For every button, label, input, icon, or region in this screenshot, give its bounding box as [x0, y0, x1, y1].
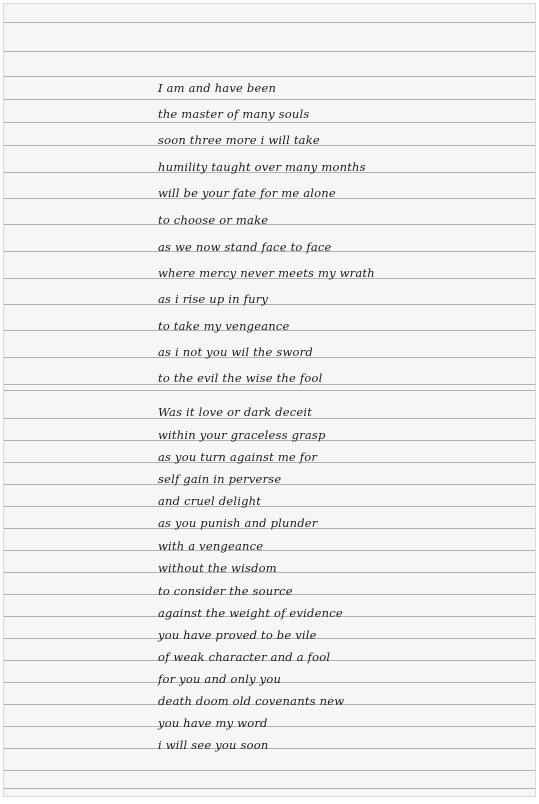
poem-line: as you punish and plunder — [158, 516, 318, 530]
poem-line: without the wisdom — [158, 561, 277, 575]
poem-line: as you turn against me for — [158, 450, 318, 464]
poem-line: the master of many souls — [158, 107, 310, 121]
poem-line: i will see you soon — [158, 738, 269, 752]
poem-line: with a vengeance — [158, 539, 264, 553]
ruled-line — [4, 76, 535, 77]
poem-line: within your graceless grasp — [158, 428, 326, 442]
ruled-line — [4, 506, 535, 507]
ruled-line — [4, 224, 535, 225]
ruled-line — [4, 550, 535, 551]
ruled-line — [4, 122, 535, 123]
poem-line: Was it love or dark deceit — [158, 405, 313, 419]
poem-line: against the weight of evidence — [158, 606, 343, 620]
poem-line: death doom old covenants new — [158, 694, 345, 708]
poem-line: to consider the source — [158, 584, 293, 598]
ruled-line — [4, 51, 535, 52]
ruled-line — [4, 99, 535, 100]
poem-line: will be your fate for me alone — [158, 186, 336, 200]
poem-line: for you and only you — [158, 672, 282, 686]
ruled-line — [4, 390, 535, 391]
poem-line: as we now stand face to face — [158, 240, 332, 254]
notebook-page — [4, 4, 535, 796]
ruled-line — [4, 770, 535, 771]
poem-line: to choose or make — [158, 213, 269, 227]
ruled-line — [4, 726, 535, 727]
poem-line: you have proved to be vile — [158, 628, 317, 642]
poem-line: of weak character and a fool — [158, 650, 331, 664]
poem-line: and cruel delight — [158, 494, 262, 508]
poem-line: to take my vengeance — [158, 319, 290, 333]
poem-line: you have my word — [158, 716, 268, 730]
ruled-line — [4, 788, 535, 789]
poem-line: humility taught over many months — [158, 160, 366, 174]
poem-line: I am and have been — [158, 81, 277, 95]
poem-line: self gain in perverse — [158, 472, 282, 486]
ruled-line — [4, 304, 535, 305]
poem-line: soon three more i will take — [158, 133, 320, 147]
poem-line: where mercy never meets my wrath — [158, 266, 375, 280]
ruled-line — [4, 748, 535, 749]
ruled-line — [4, 22, 535, 23]
poem-line: as i rise up in fury — [158, 292, 269, 306]
poem-line: to the evil the wise the fool — [158, 371, 323, 385]
poem-line: as i not you wil the sword — [158, 345, 313, 359]
